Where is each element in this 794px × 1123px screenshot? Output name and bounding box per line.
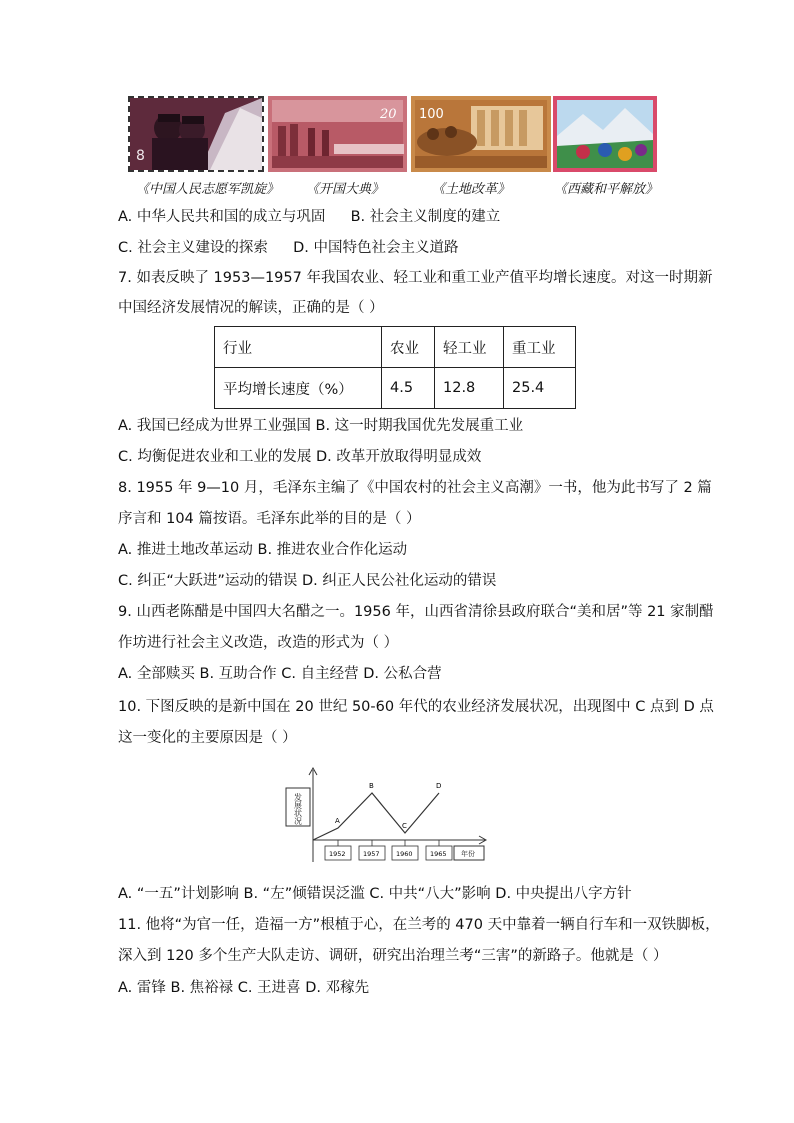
chart-ylabel: 发展状况 xyxy=(293,793,303,825)
chart-year-label-1957: 1957 xyxy=(363,850,380,858)
stamp-caption-volunteer-army: 《中国人民志愿军凯旋》 xyxy=(136,182,280,197)
stamp-land-reform-image xyxy=(411,96,551,172)
stamp-volunteer-army xyxy=(128,96,264,172)
q7-stem-line-1: 7. 如表反映了 1953—1957 年我国农业、轻工业和重工业产值平均增长速度。对这一时期新 xyxy=(118,270,713,286)
q7-table-header-light-industry: 轻工业 xyxy=(435,327,504,368)
q8-options-row-1: A. 推进土地改革运动 B. 推进农业合作化运动 xyxy=(118,542,408,558)
q7-table-header-agriculture: 农业 xyxy=(382,327,435,368)
chart-trend-line xyxy=(313,793,439,840)
q9-stem-line-1: 9. 山西老陈醋是中国四大名醋之一。1956 年，山西省清徐县政府联合“美和居”等 21 家制醋 xyxy=(118,604,714,620)
q8-stem-line-1: 8. 1955 年 9—10 月，毛泽东主编了《中国农村的社会主义高潮》一书，他为此书写了 2 篇 xyxy=(118,480,712,496)
stamp-founding-ceremony-image xyxy=(268,96,407,172)
stamp-caption-founding-ceremony: 《开国大典》 xyxy=(306,182,385,197)
stamp-tibet-liberation-image xyxy=(553,96,657,172)
q11-stem-line-2: 深入到 120 多个生产大队走访、调研，研究出治理兰考“三害”的新路子。他就是（ ） xyxy=(118,948,668,964)
q7-options-row-2: C. 均衡促进农业和工业的发展 D. 改革开放取得明显成效 xyxy=(118,449,482,465)
q7-table-header-heavy-industry: 重工业 xyxy=(504,327,576,368)
q6-options-row-1 xyxy=(118,207,500,227)
q6-option-b: B. 社会主义制度的建立 xyxy=(350,209,501,225)
q10-stem-line-1: 10. 下图反映的是新中国在 20 世纪 50-60 年代的农业经济发展状况，出现图中 C 点到 D 点 xyxy=(118,699,714,715)
stamp-caption-tibet-liberation: 《西藏和平解放》 xyxy=(554,182,659,197)
q7-table-value-light-industry: 12.8 xyxy=(435,368,504,409)
stamp-value-20: 20 xyxy=(380,107,397,122)
stamp-value-8: 8 xyxy=(136,148,145,164)
q7-stem-line-2: 中国经济发展情况的解读，正确的是（ ） xyxy=(118,300,384,316)
chart-year-label-1952: 1952 xyxy=(329,850,346,858)
q7-table-value-heavy-industry: 25.4 xyxy=(504,368,576,409)
q7-table-value-agriculture: 4.5 xyxy=(382,368,435,409)
chart-year-label-1960: 1960 xyxy=(396,850,413,858)
stamp-land-reform xyxy=(411,96,551,172)
q6-options-row-2 xyxy=(118,238,458,258)
stamp-founding-ceremony xyxy=(268,96,407,172)
stamp-volunteer-army-image xyxy=(130,98,262,170)
q10-agriculture-chart xyxy=(280,760,500,870)
q6-option-c: C. 社会主义建设的探索 xyxy=(118,240,268,256)
q8-options-row-2: C. 纠正“大跃进”运动的错误 D. 纠正人民公社化运动的错误 xyxy=(118,573,497,589)
chart-point-label-a: A xyxy=(335,817,340,825)
q6-option-a: A. 中华人民共和国的成立与巩固 xyxy=(118,209,326,225)
q8-stem-line-2: 序言和 104 篇按语。毛泽东此举的目的是（ ） xyxy=(118,511,421,527)
chart-point-label-d: D xyxy=(436,782,442,790)
chart-xlabel: 年份 xyxy=(461,850,475,858)
q11-stem-line-1: 11. 他将“为官一任，造福一方”根植于心，在兰考的 470 天中靠着一辆自行车和一双铁脚板， xyxy=(118,917,720,933)
q9-options: A. 全部赎买 B. 互助合作 C. 自主经营 D. 公私合营 xyxy=(118,666,442,682)
stamp-value-100: 100 xyxy=(419,107,444,122)
chart-year-label-1965: 1965 xyxy=(430,850,447,858)
q7-growth-table xyxy=(214,326,576,409)
stamp-caption-land-reform: 《土地改革》 xyxy=(432,182,511,197)
q7-table-header-industry: 行业 xyxy=(215,327,382,368)
q11-options: A. 雷锋 B. 焦裕禄 C. 王进喜 D. 邓稼先 xyxy=(118,980,370,996)
q7-table-data-row xyxy=(215,368,576,409)
q6-option-d: D. 中国特色社会主义道路 xyxy=(293,240,459,256)
q7-options-row-1: A. 我国已经成为世界工业强国 B. 这一时期我国优先发展重工业 xyxy=(118,418,524,434)
chart-point-label-b: B xyxy=(369,782,374,790)
q10-options: A. “一五”计划影响 B. “左”倾错误泛滥 C. 中共“八大”影响 D. 中央提出八字方针 xyxy=(118,886,632,902)
chart-point-label-c: C xyxy=(402,822,407,830)
stamp-tibet-liberation xyxy=(553,96,657,172)
q7-table-header-row xyxy=(215,327,576,368)
q10-stem-line-2: 这一变化的主要原因是（ ） xyxy=(118,730,297,746)
q7-table-row-label: 平均增长速度（%） xyxy=(215,368,382,409)
q9-stem-line-2: 作坊进行社会主义改造，改造的形式为（ ） xyxy=(118,635,399,651)
